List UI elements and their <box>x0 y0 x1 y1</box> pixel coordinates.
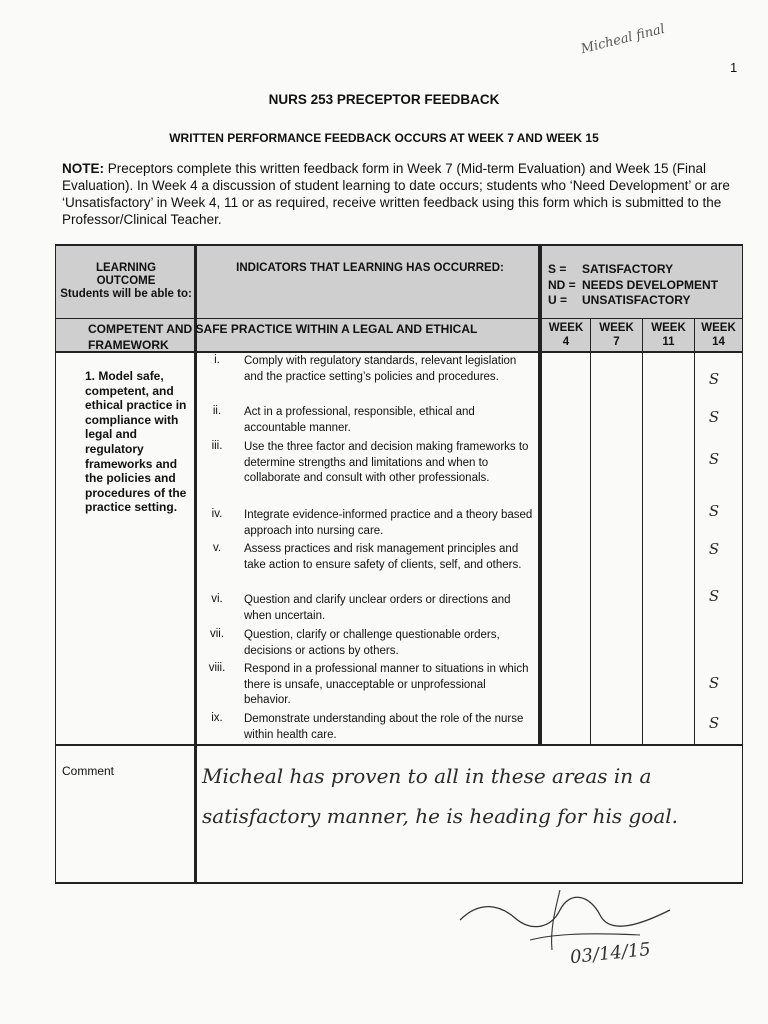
document-subtitle: WRITTEN PERFORMANCE FEEDBACK OCCURS AT WEEK 7 AND WEEK 15 <box>169 131 599 145</box>
mark-s: S <box>708 674 720 692</box>
learning-outcome-1: 1. Model safe, competent, and ethical practice in compliance with legal and regulatory frameworks and the policies and procedures of the practice setting. <box>85 369 187 515</box>
mark-s: S <box>708 502 720 520</box>
indicator-num: viii. <box>208 662 226 674</box>
legend-u: U = UNSATISFACTORY <box>548 293 691 307</box>
indicator-num: vi. <box>211 593 223 605</box>
mark-s: S <box>708 450 720 468</box>
comment-label: Comment <box>62 764 115 778</box>
indicator-text: Assess practices and risk management principles and take action to ensure safety of clients, self, and others. <box>244 543 522 571</box>
week-14-header: WEEK 14 <box>701 322 736 348</box>
legend <box>548 262 738 309</box>
indicator-text: Use the three factor and decision making frameworks to determine strengths and limitations and when to collaborate and consult with other professionals. <box>244 441 529 485</box>
indicator-text: Act in a professional, responsible, ethical and accountable manner. <box>244 406 475 434</box>
indicator-text: Question and clarify unclear orders or directions and when uncertain. <box>244 594 511 622</box>
week-7-header: WEEK 7 <box>599 322 634 348</box>
comment-text: Micheal has proven to all in these areas in a satisfactory manner, he is heading for his goal. <box>202 764 679 828</box>
learning-outcome-header <box>60 262 192 301</box>
indicator-text: Integrate evidence-informed practice and a theory based approach into nursing care. <box>244 509 533 537</box>
indicator-num: i. <box>214 354 220 366</box>
mark-s: S <box>708 408 720 426</box>
page-number: 1 <box>730 60 738 75</box>
note-text: Preceptors complete this written feedback form in Week 7 (Mid-term Evaluation) and Week 15 (Final Evaluation). In Week 4 a discussion of student learning to date occurs; students who ‘Need Development’ or are ‘Unsatisfactory’ in Week 4, 11 or as required, receive written feedback using this form which is submitted to the Professor/Clinical Teacher. <box>62 161 730 227</box>
week-4-header: WEEK 4 <box>548 322 584 348</box>
mark-s: S <box>708 714 720 732</box>
signature-date: 03/14/15 <box>569 938 652 969</box>
students-able-label: Students will be able to: <box>60 288 192 300</box>
note-label: NOTE: <box>62 161 104 176</box>
indicator-text: Comply with regulatory standards, relevant legislation and the practice setting’s policies and procedures. <box>244 355 517 383</box>
indicator-text: Demonstrate understanding about the role of the nurse within health care. <box>244 713 524 741</box>
mark-s: S <box>708 587 720 605</box>
indicator-num: ii. <box>212 405 222 417</box>
indicator-text: Question, clarify or challenge questionable orders, decisions or actions by others. <box>244 629 500 657</box>
legend-s: S = SATISFACTORY <box>548 262 674 276</box>
legend-nd: ND = NEEDS DEVELOPMENT <box>548 277 719 292</box>
indicator-text: Respond in a professional manner to situations in which there is unsafe, unacceptable or unprofessional behavior. <box>244 663 529 707</box>
mark-s: S <box>708 370 720 388</box>
section-header: COMPETENT AND SAFE PRACTICE WITHIN A LEGAL AND ETHICAL FRAMEWORK <box>88 322 478 352</box>
week-11-header: WEEK 11 <box>651 322 686 348</box>
learning-outcome-label: LEARNING OUTCOME <box>95 262 157 287</box>
indicator-num: ix. <box>211 712 223 724</box>
mark-s: S <box>708 540 720 558</box>
indicator-num: v. <box>212 542 222 554</box>
indicators-header: INDICATORS THAT LEARNING HAS OCCURRED: <box>236 262 504 274</box>
instruction-note <box>62 160 742 228</box>
handwritten-note: Micheal final <box>579 21 667 58</box>
indicator-num: iv. <box>211 508 223 520</box>
document-title: NURS 253 PRECEPTOR FEEDBACK <box>268 92 500 107</box>
indicator-num: iii. <box>211 440 223 452</box>
indicator-num: vii. <box>209 628 225 640</box>
